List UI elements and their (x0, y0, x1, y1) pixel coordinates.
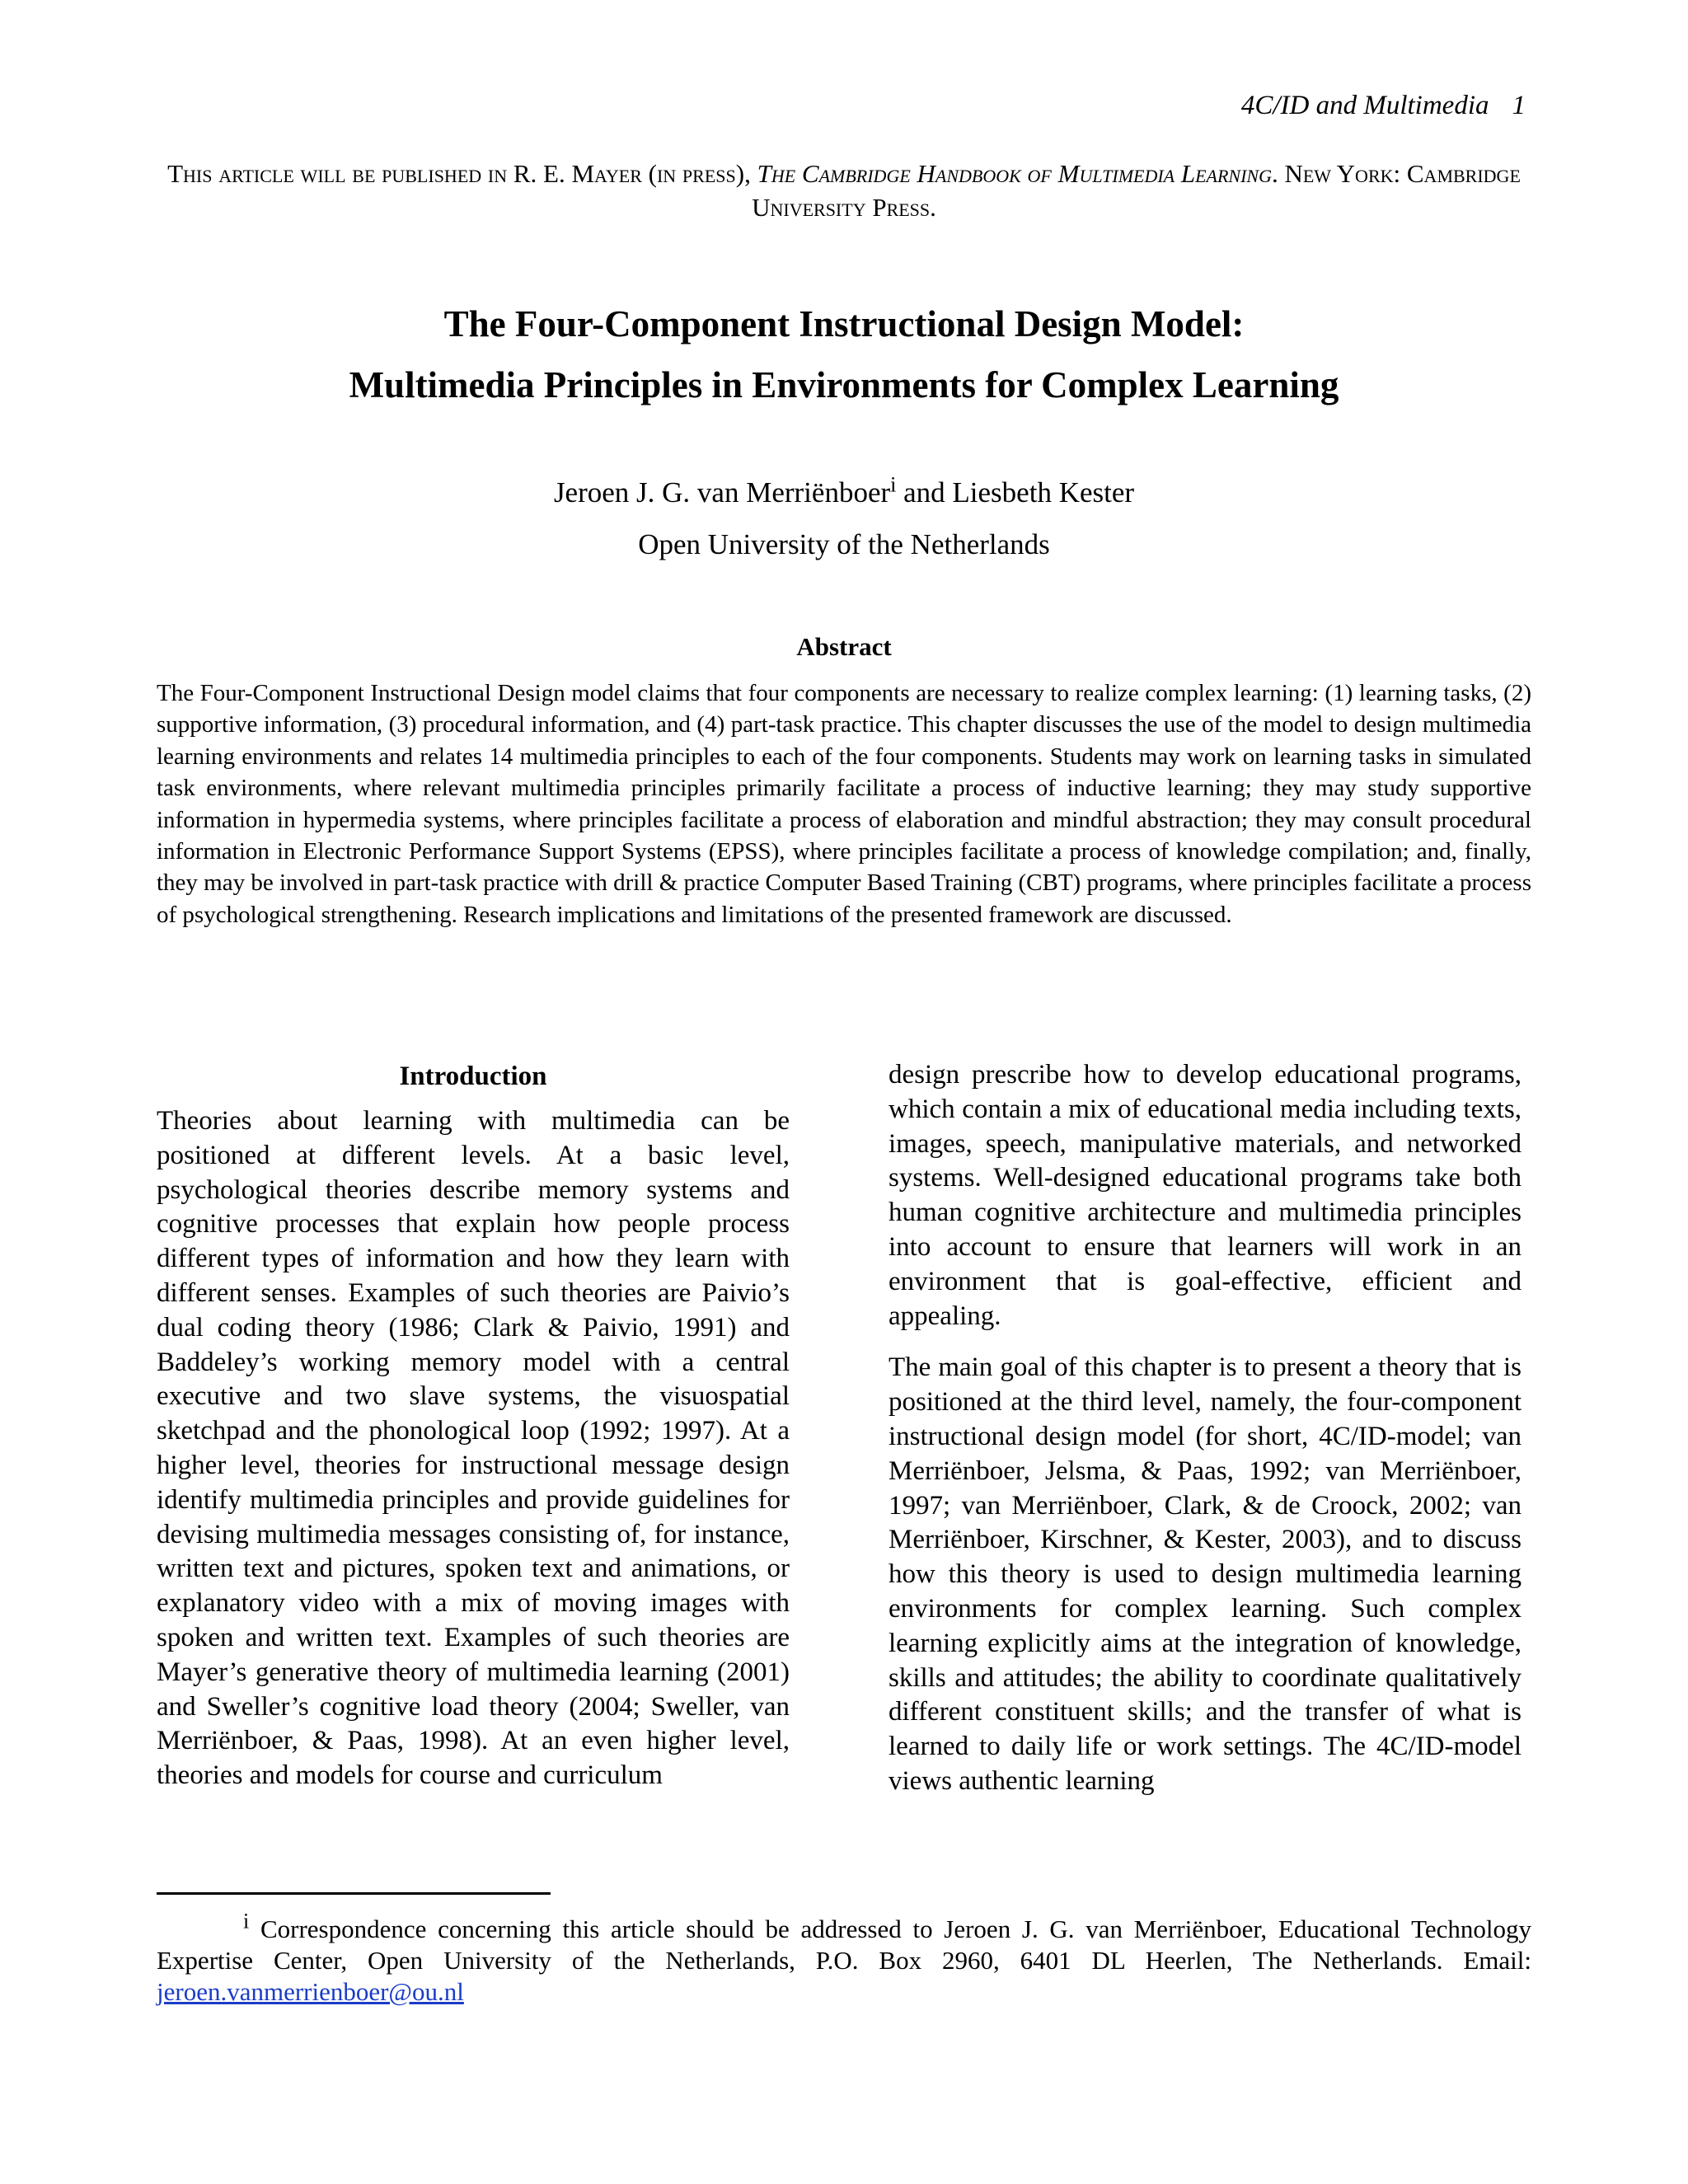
paper-title-line-1: The Four-Component Instructional Design Model: (443, 303, 1245, 344)
author-affiliation: Open University of the Netherlands (638, 528, 1050, 560)
running-head (1241, 89, 1526, 122)
footnote (157, 1909, 1531, 2008)
author-1: Jeroen J. G. van Merriënboer (553, 476, 891, 509)
abstract-text: The Four-Component Instructional Design model claims that four components are necessary to realize complex learning: (1) learning tasks, (2) supportive information, (3) procedural information, and (4) part-task practice. This chapter discusses the use of the model to design multimedia learning environments and relates 14 multimedia principles to each of the four components. Students may work on learning tasks in simulated task environments, where relevant multimedia principles primarily facilitate a process of inductive learning; they may study supportive information in hypermedia systems, where principles facilitate a process of elaboration and mindful abstraction; they may consult procedural information in Electronic Performance Support Systems (EPSS), where principles facilitate a process of knowledge compilation; and, finally, they may be involved in part-task practice with drill & practice Computer Based Training (CBT) programs, where principles facilitate a process of psychological strengthening. Research implications and limitations of the presented framework are discussed. (157, 680, 1531, 928)
author-connector: and (896, 476, 953, 509)
paper-title (157, 293, 1531, 415)
footnote-text: Correspondence concerning this article should be addressed to Jeroen J. G. van Merriënboer, Educational Technology Expertise Center, Open University of the Netherlands, P.O. Box 2960, 6401 DL Heerlen, The Netherlands. Email: (157, 1915, 1531, 1975)
author-list (157, 472, 1531, 511)
author-footnote-marker[interactable]: i (890, 472, 897, 497)
running-head-title: 4C/ID and Multimedia (1240, 91, 1489, 120)
footnote-divider (157, 1892, 551, 1895)
publication-note-suffix: . New York: Cambridge University Press. (752, 159, 1521, 222)
publication-note (157, 157, 1531, 224)
author-2: Liesbeth Kester (952, 476, 1135, 509)
page-number: 1 (1512, 91, 1526, 120)
left-column (157, 1058, 790, 1793)
footnote-email-link[interactable]: jeroen.vanmerrienboer@ou.nl (157, 1977, 464, 2006)
introduction-paragraph-1-continued: design prescribe how to develop educational programs, which contain a mix of educational media including texts, images, speech, manipulative materials, and networked systems. Well-designed educational programs take both human cognitive architecture and multimedia principles into account to ensure that learners will work in an environment that is goal-effective, efficient and appealing. (889, 1060, 1522, 1331)
introduction-paragraph-2: The main goal of this chapter is to present a theory that is positioned at the third level, namely, the four-component instructional design model (for short, 4C/ID-model; van Merriënboer, Jelsma, & Paas, 1992; van Merriënboer, 1997; van Merriënboer, Clark, & de Croock, 2002; van Merriënboer, Kirschner, & Kester, 2003), and to discuss how this theory is used to design multimedia learning environments for complex learning. Such complex learning explicitly aims at the integration of knowledge, skills and attitudes; the ability to coordinate qualitatively different constituent skills; and the transfer of what is learned to daily life or work settings. The 4C/ID-model views authentic learning (889, 1352, 1522, 1796)
paper-title-line-2: Multimedia Principles in Environments for Complex Learning (349, 364, 1339, 405)
introduction-heading: Introduction (399, 1062, 547, 1091)
publication-note-prefix: This article will be published in R. E. Mayer (in press), (167, 159, 757, 188)
publication-note-book-title: The Cambridge Handbook of Multimedia Learning (757, 159, 1272, 188)
abstract-heading: Abstract (796, 632, 892, 661)
footnote-marker: i (243, 1909, 250, 1933)
introduction-paragraph-1: Theories about learning with multimedia can be positioned at different levels. At a basic level, psychological theories describe memory systems and cognitive processes that explain how people process different types of information and how they learn with different senses. Examples of such theories are Paivio’s dual coding theory (1986; Clark & Paivio, 1991) and Baddeley’s working memory model with a central executive and two slave systems, the visuospatial sketchpad and the phonological loop (1992; 1997). At a higher level, theories for instructional message design identify multimedia principles and provide guidelines for devising multimedia messages consisting of, for instance, written text and pictures, spoken text and animations, or explanatory video with a mix of moving images with spoken and written text. Examples of such theories are Mayer’s generative theory of multimedia learning (2001) and Sweller’s cognitive load theory (2004; Sweller, van Merriënboer, & Paas, 1998). At an even higher level, theories and models for course and curriculum (157, 1106, 790, 1791)
right-column (889, 1058, 1522, 1799)
